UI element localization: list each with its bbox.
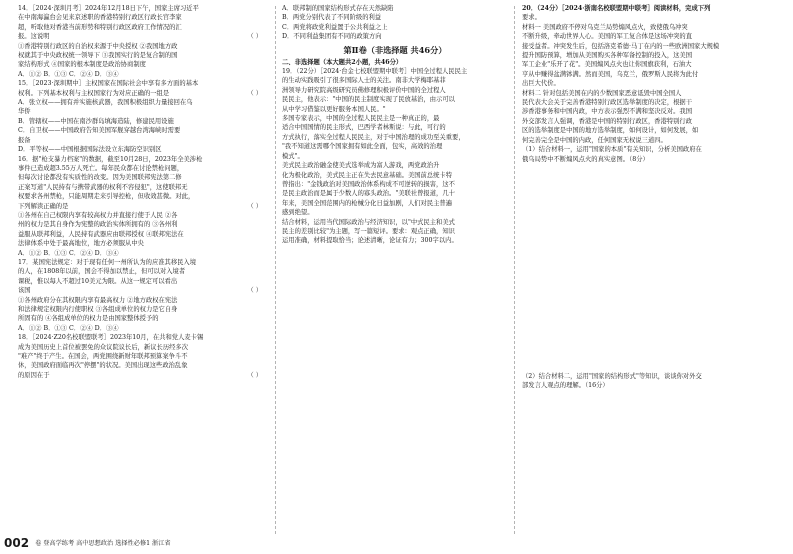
column-middle (282, 4, 508, 246)
q16-line: ①各州在自己权限内享有较高权力并直接行使于人民 ②各 (18, 211, 178, 219)
q19-line: 结合材料，运用当代国际政治与经济知识，以"中式民主和美式 (282, 218, 455, 226)
page-footer (4, 538, 171, 549)
q20-material-line: 何完善完全是中国的内政，任何国家无权说三道四。 (522, 136, 667, 144)
q17-line: 的人，在1808年以前，国会不得加以禁止，但可以对入境者 (18, 268, 186, 276)
q16-line: 事件已造成超3.55万人死亡。每年民众都在讨论禁枪问题， (18, 164, 184, 172)
q20-material-line: 材料二 针对包括美国在内的少数国家恶意诋毁中国全国人 (522, 89, 682, 97)
q14-line (18, 32, 266, 41)
q15-line: 15．［2023·深圳期中］主权国家在国际社会中享有多方面的基本 (18, 80, 199, 88)
q14-options: A．①② B．①③ C．②④ D．③④ (18, 70, 119, 78)
q19-line: 运用准确，材料提取恰当；论述清晰，论证有力；300字以内。 (282, 237, 458, 245)
q20-sub2-line: 部发言人观点的理解。（16分） (522, 382, 609, 390)
column-right (522, 4, 778, 391)
q18-line: 休，美国政府面临再次"停摆"的状况。美国出现这些政治乱象 (18, 362, 188, 370)
q19-line: 的生动实践吸引了很多国际人士的关注。南非大学梅耶基菲 (282, 77, 446, 85)
q14-line: 14．［2024·深圳月考］2024年12月18日下午，国家主席习近平 (18, 5, 199, 12)
q20-header: 20．（24分）［2024·浙南名校联盟期中联考］阅读材料，完成下列 (522, 5, 711, 12)
q15-option: B．管辖权——中国在南沙群岛填海造陆，修建民用设施 (18, 117, 174, 125)
q18-line (18, 371, 266, 380)
q20-material-line: 区的选举制度是中国的地方选举制度，如何设计，如何发展，如 (522, 127, 699, 135)
q15-line (18, 89, 266, 98)
q20-header-cont: 要求。 (522, 14, 541, 22)
q20-material-line: 材料一 美国政府不停对乌克兰局势煽风点火，致使俄乌冲突 (522, 23, 688, 31)
q19-line: 模式"。 (282, 152, 304, 160)
q18-line: 18．［2024·Z20名校联盟联考］2023年10月，在共和党人麦卡锡 (18, 334, 204, 342)
q19-line: 感到绝望。 (282, 209, 314, 217)
answer-paren: （ ） (247, 371, 262, 379)
section-title: 第Ⅱ卷（非选择题 共46分） (343, 44, 447, 55)
section-subhead: 二、非选择题（本大题共2小题，共46分） (282, 58, 403, 66)
q18-line: 成为美国历史上首位被罢免的众议院议长后，新议长历经多次 (18, 343, 189, 351)
q19-line: 民主的差别比较"为主题，写一篇短评。要求：观点正确，知识 (282, 227, 455, 235)
q19-line: "我不知道这需哪个国家拥有如此全面，包实，高效的治理 (282, 143, 443, 151)
answer-space (522, 164, 778, 372)
q16-line: 但每次讨论都没有实质性的改变。因为美国联邦宪法第二修 (18, 174, 182, 182)
q18-line-text: 的原因在于 (18, 371, 50, 379)
q17-line: 课税，惟以每人不超过10美元为限。从这一规定可以看出 (18, 277, 178, 285)
q20-sub2-line: （2）结合材料二，运用"国家的结构形式"等知识，谈谈你对外交 (522, 372, 702, 380)
q15-option: A．张立权——拥有并实施核武器，我国积极组织力量接回在乌 (18, 99, 193, 107)
q16-line: 州的权力是其自身作为宪整的政治实体所拥有的 ③各州利 (18, 221, 178, 229)
q19-line: 方式执行，落实全过程人民民主，对于中国治理的成功至关重要， (282, 133, 465, 141)
answer-paren: （ ） (247, 202, 262, 210)
q19-line: 多国专家表示，中国的全过程人民民主是一种真正的，最 (282, 115, 440, 123)
q20-material-line: 外交部发言人强调，香港是中国的特别行政区，香港特别行政 (522, 117, 693, 125)
q19-line: 曾指出："金钱政治对美国政治体系构成不可逆转的损害，这不 (282, 180, 455, 188)
q15-option: 华侨 (18, 108, 31, 116)
q19-line: 美式民主政治融金使美式选举成为富人游戏，两党政治升 (282, 162, 440, 170)
q19-line: 洲领导力研究院高级研究员佛修理积极评价中国的全过程人 (282, 86, 446, 94)
q19-line: 从中学习借鉴以更好服务本国人民。" (282, 105, 386, 113)
answer-paren: （ ） (247, 287, 262, 295)
answer-paren: （ ） (247, 89, 262, 97)
q16-line: 权要求各州禁枪，只能周期走来引导控枪，但收效甚微。对此， (18, 193, 195, 201)
q17-options: A．①② B．①③ C．②④ D．③④ (18, 324, 119, 332)
q19-line: 是民主政治而是属于少数人的寡头政治。"美联社曾报道，几十 (282, 190, 455, 198)
column-divider (275, 6, 276, 534)
q14-line: 超，听取他对香港当前形势和特别行政区政府工作情况的汇 (18, 23, 182, 31)
q17-line-text: 该国 (18, 287, 31, 295)
q19-line: 19．（22分）［2024·台金七校联盟期中联考］中国全过程人民民主 (282, 68, 468, 76)
q17-line: 和法律规定权限内行使职权 ③各组成单位的权力是它自身 (18, 306, 178, 313)
q20-material-line: 亨从中赚得盆满钵满。然而美国，乌克兰，俄罗斯人民将为此付 (522, 70, 699, 78)
q14-line: 家结构形式 ④国家的根本制度是政治协商制度 (18, 61, 146, 69)
q16-line: 益服从联邦利益，人民持有武器应由联邦授权 ④联邦宪法在 (18, 230, 184, 238)
q20-sub1-line: （1）结合材料一，运用"国家的本质"有关知识，分析美国政府在 (522, 146, 702, 154)
q15-option: C．自卫权——中国政府告知美国军舰穿越台湾海峡时需要 (18, 127, 181, 135)
q16-line: 16．据"枪支暴力档案"的数据，截至10月28日，2023年全美涉枪 (18, 155, 203, 163)
q20-material-line: 出巨大代价。 (522, 80, 560, 88)
q20-material-line: 民代表大会关于完善香港特别行政区选举制度的决定，根据干 (522, 99, 693, 107)
q18-option: B．两党分别代表了不同阶级的利益 (282, 14, 382, 22)
q20-material-line: 军工企业"乐开了花"。美国煽风点火也让你国旗获利，石油大 (522, 61, 692, 69)
q20-material-line: 提升国防预算，增加从美国购买各种军备控制的投入，这美国 (522, 52, 693, 60)
q20-sub1-line: 俄乌局势中不断煽风点火的真实意图。（8分） (522, 155, 649, 163)
q14-line: 在中南海瀛台会见来京述职的香港特别行政区行政长官李家 (18, 14, 182, 22)
q15-option: D．平等权——中国根据国际法设立东海防空识别区 (18, 146, 162, 154)
q14-line: ①香港特别行政区的自治权来源于中央授权 ②我国地方政 (18, 42, 178, 50)
q15-line-text: 权利。下列基本权利与主权国家行为对应正确的一组是 (18, 89, 170, 97)
q14-line-text: 报。这说明 (18, 33, 50, 41)
q15-option: 报备 (18, 136, 31, 144)
q19-line: 民民主，他表示："中国的民主制度实现了民放基治，由示可以 (282, 96, 455, 104)
q17-line (18, 286, 266, 295)
q14-line: 权就其于中央政权统一领导下 ③我国实行的是复合制的国 (18, 52, 178, 60)
q18-option: C．两党将政党利益置于公共利益之上 (282, 23, 388, 31)
q20-material-line: 不断升级，牵动世界人心。美国的军工复合体是这场冲突的直 (522, 33, 693, 41)
footer-text: 卷 登高学练考 高中思想政治 选择性必修1 浙江省 (35, 540, 171, 547)
column-divider (514, 6, 515, 534)
q16-options: A．①② B．①③ C．②④ D．③④ (18, 249, 119, 257)
q18-line: "难产"终于产生。在国会，两党围绕新财年联邦预算案争斗不 (18, 353, 188, 361)
q18-option: D．不同利益集团有不同的政策方向 (282, 33, 382, 41)
q16-line (18, 202, 266, 211)
q19-line: 适合中国国情的民主形式，巴西学者林斯说：与此，可行的 (282, 124, 446, 132)
q19-line: 化为极化政治，美式民主正在失去民意基础。美国前总统卡特 (282, 171, 453, 179)
q17-line: 所固有的 ④各组成单位的权力是由国家整体授予的 (18, 315, 159, 323)
q20-material-line: 涉香港事务和中国内政，中方表示强烈不满和坚决反对。我国 (522, 108, 693, 116)
answer-paren: （ ） (247, 33, 262, 41)
q18-option: A．联邦制的国家结构形式存在天然缺陷 (282, 5, 394, 12)
page-number: 002 (4, 536, 30, 550)
q19-line: 年来，美国全国范围内的枪械分化日益加剧，人们对民主普遍 (282, 199, 453, 207)
q16-line-text: 下列解读正确的是 (18, 202, 69, 210)
column-left (18, 4, 266, 380)
q16-line: 正案写道"人民持有与携带武器的权利不容侵犯"，这使联邦无 (18, 183, 188, 191)
q16-line: 法律体系中处于最高地位，地方必须服从中央 (18, 240, 144, 248)
q17-line: 17．某国宪法规定：对于现有任何一州所认为的应准其移民入境 (18, 258, 197, 266)
q20-material-line: 接受益者。冲突发生后，包括洛克希德·马丁在内的一些欧洲国家大规模 (522, 42, 720, 50)
q17-line: ①各州政府分在其权限内享有最高权力 ②地方政权在宪法 (18, 296, 178, 304)
